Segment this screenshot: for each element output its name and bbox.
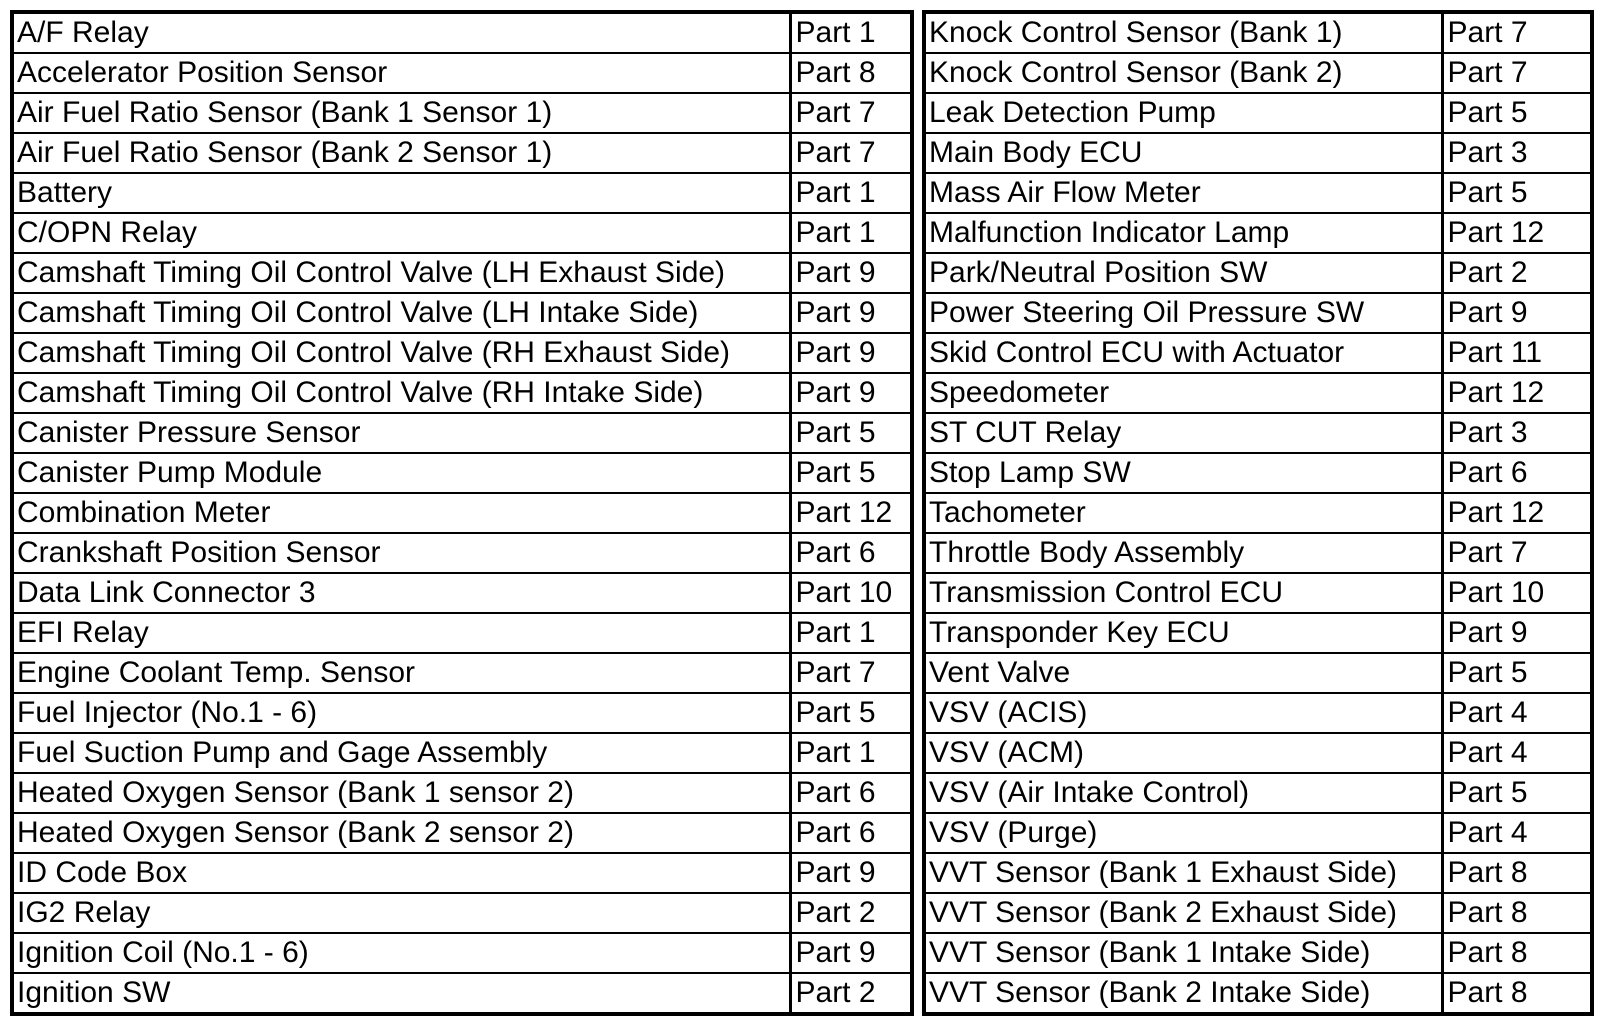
table-row — [924, 733, 1592, 773]
table-row — [12, 573, 912, 613]
component-name-cell: VSV (ACM) — [924, 733, 1442, 773]
part-number-cell: Part 8 — [790, 53, 912, 93]
table-row — [924, 93, 1592, 133]
part-number-cell: Part 10 — [1442, 573, 1592, 613]
part-number-cell: Part 7 — [790, 133, 912, 173]
part-number-cell: Part 4 — [1442, 813, 1592, 853]
part-number-cell: Part 5 — [790, 693, 912, 733]
table-row — [12, 373, 912, 413]
table-row — [12, 893, 912, 933]
table-row — [924, 173, 1592, 213]
component-table-left-body — [12, 12, 912, 1014]
component-name-cell: Transmission Control ECU — [924, 573, 1442, 613]
component-name-cell: Skid Control ECU with Actuator — [924, 333, 1442, 373]
table-row — [924, 53, 1592, 93]
table-row — [924, 853, 1592, 893]
part-number-cell: Part 6 — [790, 773, 912, 813]
part-number-cell: Part 6 — [790, 533, 912, 573]
part-number-cell: Part 3 — [1442, 413, 1592, 453]
component-name-cell: VSV (ACIS) — [924, 693, 1442, 733]
table-row — [12, 533, 912, 573]
component-name-cell: Knock Control Sensor (Bank 2) — [924, 53, 1442, 93]
part-number-cell: Part 7 — [1442, 53, 1592, 93]
component-name-cell: Heated Oxygen Sensor (Bank 1 sensor 2) — [12, 773, 790, 813]
component-name-cell: Speedometer — [924, 373, 1442, 413]
table-row — [924, 293, 1592, 333]
component-name-cell: Accelerator Position Sensor — [12, 53, 790, 93]
part-number-cell: Part 7 — [790, 653, 912, 693]
table-row — [12, 613, 912, 653]
component-name-cell: Main Body ECU — [924, 133, 1442, 173]
component-name-cell: Mass Air Flow Meter — [924, 173, 1442, 213]
table-row — [12, 453, 912, 493]
component-name-cell: VVT Sensor (Bank 2 Intake Side) — [924, 973, 1442, 1014]
part-number-cell: Part 3 — [1442, 133, 1592, 173]
component-table-left — [10, 10, 914, 1016]
part-number-cell: Part 11 — [1442, 333, 1592, 373]
table-row — [924, 333, 1592, 373]
table-row — [12, 693, 912, 733]
component-index-sheet — [10, 10, 1586, 1009]
part-number-cell: Part 9 — [1442, 613, 1592, 653]
part-number-cell: Part 1 — [790, 733, 912, 773]
part-number-cell: Part 9 — [790, 253, 912, 293]
part-number-cell: Part 8 — [1442, 853, 1592, 893]
table-row — [12, 493, 912, 533]
component-table-right — [922, 10, 1594, 1016]
part-number-cell: Part 12 — [1442, 213, 1592, 253]
part-number-cell: Part 5 — [1442, 173, 1592, 213]
table-row — [924, 253, 1592, 293]
table-row — [12, 413, 912, 453]
component-table-right-body — [924, 12, 1592, 1014]
component-name-cell: Transponder Key ECU — [924, 613, 1442, 653]
component-name-cell: Park/Neutral Position SW — [924, 253, 1442, 293]
table-row — [12, 973, 912, 1014]
part-number-cell: Part 5 — [1442, 93, 1592, 133]
part-number-cell: Part 12 — [790, 493, 912, 533]
part-number-cell: Part 7 — [790, 93, 912, 133]
table-row — [924, 813, 1592, 853]
part-number-cell: Part 5 — [1442, 653, 1592, 693]
table-row — [924, 133, 1592, 173]
component-name-cell: Vent Valve — [924, 653, 1442, 693]
table-row — [924, 213, 1592, 253]
table-row — [924, 453, 1592, 493]
table-row — [924, 973, 1592, 1014]
table-row — [924, 613, 1592, 653]
table-row — [924, 413, 1592, 453]
part-number-cell: Part 7 — [1442, 12, 1592, 53]
table-row — [924, 893, 1592, 933]
part-number-cell: Part 5 — [790, 453, 912, 493]
table-row — [924, 773, 1592, 813]
table-row — [12, 733, 912, 773]
table-row — [12, 933, 912, 973]
table-row — [924, 533, 1592, 573]
component-name-cell: Combination Meter — [12, 493, 790, 533]
table-row — [924, 933, 1592, 973]
component-name-cell: Battery — [12, 173, 790, 213]
table-row — [924, 493, 1592, 533]
part-number-cell: Part 1 — [790, 213, 912, 253]
part-number-cell: Part 9 — [790, 933, 912, 973]
component-name-cell: VSV (Air Intake Control) — [924, 773, 1442, 813]
component-name-cell: Fuel Suction Pump and Gage Assembly — [12, 733, 790, 773]
part-number-cell: Part 8 — [1442, 973, 1592, 1014]
part-number-cell: Part 10 — [790, 573, 912, 613]
part-number-cell: Part 1 — [790, 173, 912, 213]
component-name-cell: Air Fuel Ratio Sensor (Bank 2 Sensor 1) — [12, 133, 790, 173]
table-row — [924, 573, 1592, 613]
part-number-cell: Part 9 — [790, 373, 912, 413]
component-name-cell: ST CUT Relay — [924, 413, 1442, 453]
component-name-cell: Fuel Injector (No.1 - 6) — [12, 693, 790, 733]
component-name-cell: ID Code Box — [12, 853, 790, 893]
part-number-cell: Part 12 — [1442, 373, 1592, 413]
part-number-cell: Part 8 — [1442, 893, 1592, 933]
table-row — [12, 293, 912, 333]
part-number-cell: Part 1 — [790, 12, 912, 53]
table-row — [12, 853, 912, 893]
component-name-cell: Malfunction Indicator Lamp — [924, 213, 1442, 253]
component-name-cell: VSV (Purge) — [924, 813, 1442, 853]
part-number-cell: Part 2 — [790, 973, 912, 1014]
table-row — [12, 93, 912, 133]
table-row — [12, 653, 912, 693]
table-row — [12, 12, 912, 53]
part-number-cell: Part 4 — [1442, 693, 1592, 733]
component-name-cell: Throttle Body Assembly — [924, 533, 1442, 573]
component-name-cell: C/OPN Relay — [12, 213, 790, 253]
part-number-cell: Part 9 — [790, 853, 912, 893]
component-name-cell: VVT Sensor (Bank 1 Exhaust Side) — [924, 853, 1442, 893]
part-number-cell: Part 4 — [1442, 733, 1592, 773]
component-name-cell: Knock Control Sensor (Bank 1) — [924, 12, 1442, 53]
table-row — [12, 333, 912, 373]
component-name-cell: Crankshaft Position Sensor — [12, 533, 790, 573]
table-row — [924, 693, 1592, 733]
table-row — [924, 653, 1592, 693]
component-name-cell: Tachometer — [924, 493, 1442, 533]
part-number-cell: Part 12 — [1442, 493, 1592, 533]
component-name-cell: Data Link Connector 3 — [12, 573, 790, 613]
part-number-cell: Part 7 — [1442, 533, 1592, 573]
part-number-cell: Part 1 — [790, 613, 912, 653]
component-name-cell: VVT Sensor (Bank 2 Exhaust Side) — [924, 893, 1442, 933]
table-row — [12, 173, 912, 213]
component-name-cell: IG2 Relay — [12, 893, 790, 933]
component-name-cell: Ignition SW — [12, 973, 790, 1014]
part-number-cell: Part 9 — [1442, 293, 1592, 333]
component-name-cell: Power Steering Oil Pressure SW — [924, 293, 1442, 333]
part-number-cell: Part 5 — [1442, 773, 1592, 813]
component-name-cell: Heated Oxygen Sensor (Bank 2 sensor 2) — [12, 813, 790, 853]
table-row — [12, 253, 912, 293]
component-name-cell: VVT Sensor (Bank 1 Intake Side) — [924, 933, 1442, 973]
table-row — [12, 133, 912, 173]
component-name-cell: Canister Pump Module — [12, 453, 790, 493]
component-name-cell: Leak Detection Pump — [924, 93, 1442, 133]
part-number-cell: Part 6 — [790, 813, 912, 853]
component-name-cell: Stop Lamp SW — [924, 453, 1442, 493]
component-name-cell: Air Fuel Ratio Sensor (Bank 1 Sensor 1) — [12, 93, 790, 133]
part-number-cell: Part 6 — [1442, 453, 1592, 493]
component-name-cell: Engine Coolant Temp. Sensor — [12, 653, 790, 693]
part-number-cell: Part 5 — [790, 413, 912, 453]
part-number-cell: Part 9 — [790, 333, 912, 373]
component-name-cell: Camshaft Timing Oil Control Valve (LH Exhaust Side) — [12, 253, 790, 293]
table-row — [12, 53, 912, 93]
part-number-cell: Part 2 — [1442, 253, 1592, 293]
table-row — [924, 373, 1592, 413]
component-name-cell: Camshaft Timing Oil Control Valve (LH Intake Side) — [12, 293, 790, 333]
table-row — [12, 773, 912, 813]
component-name-cell: EFI Relay — [12, 613, 790, 653]
component-name-cell: Camshaft Timing Oil Control Valve (RH Exhaust Side) — [12, 333, 790, 373]
component-name-cell: Ignition Coil (No.1 - 6) — [12, 933, 790, 973]
table-row — [12, 813, 912, 853]
part-number-cell: Part 9 — [790, 293, 912, 333]
part-number-cell: Part 2 — [790, 893, 912, 933]
table-row — [12, 213, 912, 253]
component-name-cell: Canister Pressure Sensor — [12, 413, 790, 453]
part-number-cell: Part 8 — [1442, 933, 1592, 973]
component-name-cell: A/F Relay — [12, 12, 790, 53]
table-row — [924, 12, 1592, 53]
component-name-cell: Camshaft Timing Oil Control Valve (RH Intake Side) — [12, 373, 790, 413]
